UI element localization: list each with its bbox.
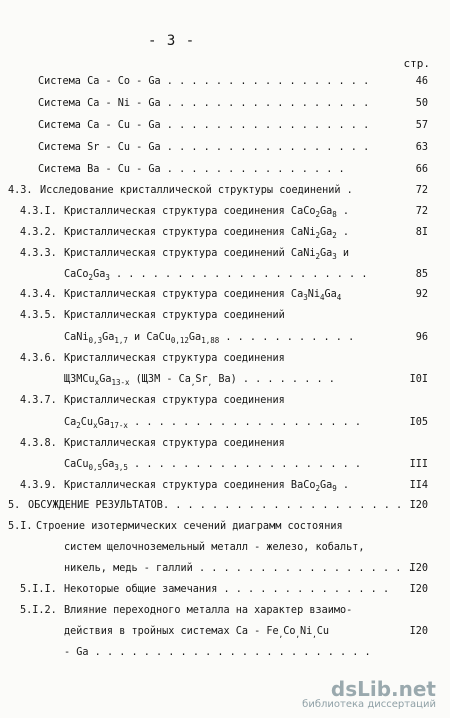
toc-entry xyxy=(0,499,450,513)
toc-entry-title: Система Ca - Ni - Ga . . . . . . . . . . . . . . . . . xyxy=(38,98,370,109)
toc-entry-page: 66 xyxy=(415,164,428,175)
toc-entry-title: ОБСУЖДЕНИЕ РЕЗУЛЬТАТОВ. . . . . . . . . . . . . . . . . . . . xyxy=(28,500,403,511)
toc-entry-page: I20 xyxy=(409,563,428,574)
toc-entry-title: Кристаллическая структура соединений $CaNi_2Ga_3$ и xyxy=(64,248,350,261)
toc-entry-title: Исследование кристаллической структуры соединений . xyxy=(40,185,353,196)
toc-entry-page: 72 xyxy=(415,185,428,196)
toc-entry-title: Кристаллическая структура соединения xyxy=(64,353,285,364)
toc-entry xyxy=(0,75,450,89)
toc-entry-page: 57 xyxy=(415,120,428,131)
toc-entry xyxy=(0,373,450,387)
toc-entry xyxy=(0,205,450,219)
toc-entry xyxy=(0,352,450,366)
toc-entry xyxy=(0,247,450,261)
toc-entry-title: $CaCo_2Ga_3$ . . . . . . . . . . . . . . . . . . . . . xyxy=(64,269,368,282)
page-number: - 3 - xyxy=(148,33,196,49)
toc-entry-title: действия в тройных системах Ca - $Fe_,Co_,Ni_,Cu$ xyxy=(64,626,330,639)
toc-entry-page: 63 xyxy=(415,142,428,153)
watermark-subtitle: библиотека диссертаций xyxy=(302,699,436,710)
toc-entry-page: 50 xyxy=(415,98,428,109)
toc-entry xyxy=(0,625,450,639)
toc-entry-title: Кристаллическая структура соединения $CaCo_2Ga_8$ . xyxy=(64,206,350,219)
toc-entry xyxy=(0,97,450,111)
toc-entry-title: Кристаллическая структура соединения $Ca_3Ni_4Ga_4$ xyxy=(64,289,342,302)
toc-entry-title: Система Ca - Co - Ga . . . . . . . . . . . . . . . . . xyxy=(38,76,370,87)
toc-entry-number: 5.I.2. xyxy=(20,605,57,616)
toc-entry-title: $Ca_2Cu_xGa_{17-x}$ . . . . . . . . . . . . . . . . . . . xyxy=(64,417,362,430)
toc-entry-number: 4.3.9. xyxy=(20,480,57,491)
toc-entry xyxy=(0,163,450,177)
toc-entry xyxy=(0,520,450,534)
toc-entry-page: 46 xyxy=(415,76,428,87)
toc-entry-number: 5.I.I. xyxy=(20,584,57,595)
toc-entry-title: Система Sr - Cu - Ga . . . . . . . . . . . . . . . . . xyxy=(38,142,370,153)
toc-entry-title: Некоторые общие замечания . . . . . . . . . . . . . . xyxy=(64,584,390,595)
toc-entry xyxy=(0,416,450,430)
toc-entry-title: $CaCu_{0,5}Ga_{3,5}$ . . . . . . . . . . . . . . . . . . . xyxy=(64,459,361,472)
toc-entry xyxy=(0,394,450,408)
toc-entry xyxy=(0,331,450,345)
toc-entry-page: 72 xyxy=(415,206,428,217)
toc-entry-number: 4.3.4. xyxy=(20,289,57,300)
toc-entry xyxy=(0,288,450,302)
toc-entry-title: Строение изотермических сечений диаграмм состояния xyxy=(36,521,343,532)
toc-entry xyxy=(0,583,450,597)
toc-entry-number: 4.3.3. xyxy=(20,248,57,259)
toc-entry-title: Система Ba - Cu - Ga . . . . . . . . . . . . . . . xyxy=(38,164,345,175)
toc-entry-page: 92 xyxy=(415,289,428,300)
page-column-label: стр. xyxy=(403,57,430,70)
toc-entry-title: $ЩЗМCu_xGa_{13-x}$ ($ЩЗМ - Ca_,Sr_,$ Ba) . . . . . . . . xyxy=(64,374,335,387)
toc-entry-number: 4.3.5. xyxy=(20,310,57,321)
toc-entry-number: 4.3.7. xyxy=(20,395,57,406)
toc-entry xyxy=(0,141,450,155)
toc-entry-title: - Ga . . . . . . . . . . . . . . . . . . . . . . . xyxy=(64,647,371,658)
toc-entry xyxy=(0,437,450,451)
toc-entry-page: 85 xyxy=(415,269,428,280)
toc-entry-number: 4.3. xyxy=(8,185,33,196)
toc-entry-title: Влияние переходного металла на характер взаимо- xyxy=(64,605,353,616)
toc-entry xyxy=(0,226,450,240)
toc-entry-page: 8I xyxy=(415,227,428,238)
toc-entry-title: никель, медь - галлий . . . . . . . . . . . . . . . . . . xyxy=(64,563,414,574)
toc-entry-page: I20 xyxy=(409,584,428,595)
toc-entry xyxy=(0,604,450,618)
toc-entry-number: 4.3.8. xyxy=(20,438,57,449)
toc-entry-title: Система Ca - Cu - Ga . . . . . . . . . . . . . . . . . xyxy=(38,120,370,131)
toc-entry-page: I20 xyxy=(409,500,428,511)
toc-entry-title: Кристаллическая структура соединения $BaCo_2Ga_9$ . xyxy=(64,480,350,493)
toc-entry-page: III xyxy=(409,459,428,470)
watermark xyxy=(302,677,436,710)
toc-entry-number: 5. xyxy=(8,500,21,511)
toc-entry-title: Кристаллическая структура соединения $CaNi_2Ga_2$ . xyxy=(64,227,350,240)
toc-entry-title: Кристаллическая структура соединений xyxy=(64,310,285,321)
toc-entry-number: 4.3.I. xyxy=(20,206,57,217)
toc-entry-title: Кристаллическая структура соединения xyxy=(64,438,285,449)
toc-entry-title: систем щелочноземельный металл - железо, кобальт, xyxy=(64,542,365,553)
toc-entry xyxy=(0,479,450,493)
toc-entry-number: 5.I. xyxy=(8,521,33,532)
toc-entry-title: Кристаллическая структура соединения xyxy=(64,395,285,406)
watermark-logo: dsLib.net xyxy=(330,677,436,701)
toc-entry xyxy=(0,458,450,472)
toc-entry-number: 4.3.6. xyxy=(20,353,57,364)
toc-entry-page: 96 xyxy=(415,332,428,343)
toc-entry-page: II4 xyxy=(409,480,428,491)
toc-entry xyxy=(0,119,450,133)
toc-entry xyxy=(0,309,450,323)
toc-entry xyxy=(0,562,450,576)
toc-entry-page: I20 xyxy=(409,626,428,637)
toc-entry xyxy=(0,541,450,555)
toc-entry xyxy=(0,268,450,282)
toc-entry-page: I05 xyxy=(409,417,428,428)
toc-entry xyxy=(0,184,450,198)
toc-entry xyxy=(0,646,450,660)
toc-entry-number: 4.3.2. xyxy=(20,227,57,238)
toc-entry-title: $CaNi_{0,3}Ga_{1,7}$ и $CaCu_{0,12}Ga_{1,88}$ . . . . . . . . . . . xyxy=(64,332,355,345)
toc-entry-page: I0I xyxy=(409,374,428,385)
